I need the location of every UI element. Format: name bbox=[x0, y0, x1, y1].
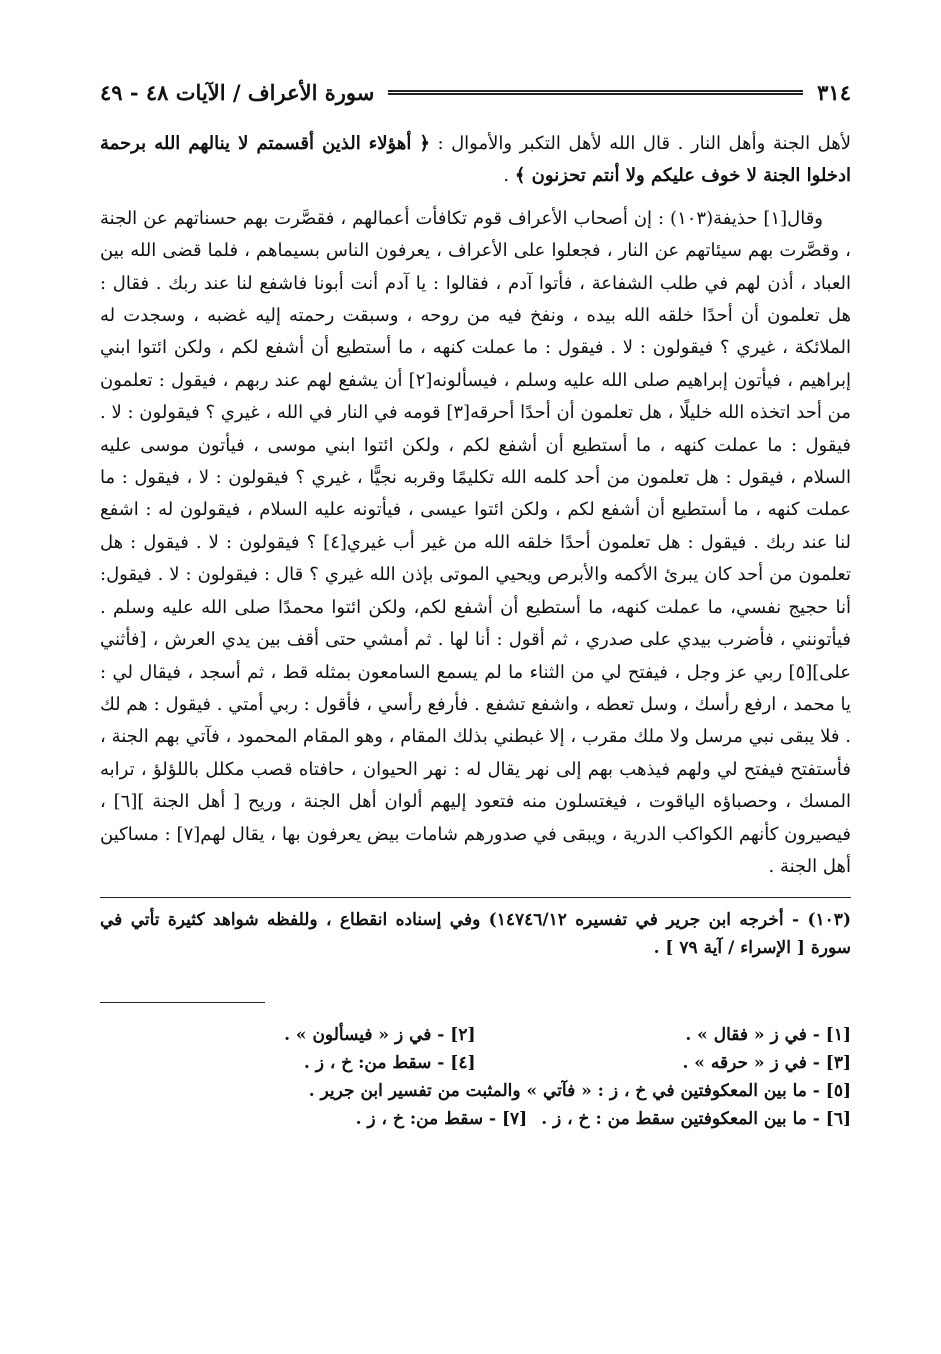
variant-7: [٧] - سقط من: خ ، ز . bbox=[355, 1109, 528, 1130]
variant-2: [٢] - في ز « فيسألون » . bbox=[284, 1025, 476, 1046]
intro-paragraph bbox=[100, 128, 851, 193]
variant-row bbox=[100, 1105, 851, 1133]
footnote-separator bbox=[100, 897, 851, 898]
quran-verse: ﴿ أهؤلاء الذين أقسمتم لا ينالهم الله برحمة ادخلوا الجنة لا خوف عليكم ولا أنتم تحزنون ﴾ bbox=[100, 133, 851, 187]
intro-end: . bbox=[503, 165, 515, 187]
variant-5: [٥] - ما بين المعكوفتين في خ ، ز : « فآتي » والمثبت من تفسير ابن جرير . bbox=[308, 1081, 851, 1102]
intro-text: لأهل الجنة وأهل النار . قال الله لأهل التكبر والأموال : bbox=[437, 133, 852, 154]
variant-1: [١] - في ز « فقال » . bbox=[685, 1025, 851, 1046]
variant-6: [٦] - ما بين المعكوفتين سقط من : خ ، ز . bbox=[541, 1109, 851, 1130]
header-rule bbox=[388, 90, 803, 95]
variant-3: [٣] - في ز « حرقه » . bbox=[682, 1053, 851, 1074]
textual-variants bbox=[100, 1021, 851, 1133]
surah-title: سورة الأعراف / الآيات ٤٨ - ٤٩ bbox=[100, 79, 375, 105]
variant-4: [٤] - سقط من: خ ، ز . bbox=[303, 1053, 476, 1074]
footnote-103: (١٠٣) - أخرجه ابن جرير في تفسيره ١٤٧٤٦/١٢) وفي إسناده انقطاع ، وللفظه شواهد كثيرة تأتي في سورة [ الإسراء / آية ٧٩ ] . bbox=[100, 910, 851, 959]
variant-row bbox=[100, 1021, 851, 1049]
variants-separator bbox=[100, 1002, 265, 1003]
page-number: ٣١٤ bbox=[817, 79, 851, 105]
variant-row bbox=[100, 1077, 851, 1105]
variant-row bbox=[100, 1049, 851, 1077]
narration-paragraph: وقال[١] حذيفة(١٠٣) : إن أصحاب الأعراف قوم تكافأت أعمالهم ، فقصَّرت بهم حسناتهم عن الجنة ، وقصَّرت بهم سيئاتهم عن النار ، فجعلوا على الأعراف ، يعرفون الناس بسيماهم ، فلما قضى الله بين العباد ، أذن لهم في طلب الشفاعة ، فأتوا آدم ، فقالوا : يا آدم أنت أبونا فاشفع لنا عند ربك . فقال : هل تعلمون أن أحدًا خلقه الله بيده ، ونفخ فيه من روحه ، وسبقت رحمته إليه غضبه ، وسجدت له الملائكة ، غيري ؟ فيقولون : لا . فيقول : ما عملت كنهه ، ما أستطيع أن أشفع لكم ، ولكن ائتوا ابني إبراهيم ، فيأتون إبراهيم صلى الله عليه وسلم ، فيسألونه[٢] أن يشفع لهم عند ربهم ، فيقول : تعلمون من أحد اتخذه الله خليلًا ، هل تعلمون أن أحدًا أحرقه[٣] قومه في النار في الله ، غيري ؟ فيقولون : لا . فيقول : ما عملت كنهه ، ما أستطيع أن أشفع لكم ، ولكن ائتوا ابني موسى ، فيأتون موسى عليه السلام ، فيقول : هل تعلمون من أحد كلمه الله تكليمًا وقربه نجيًّا ، غيري ؟ فيقولون : لا ، فيقول : ما عملت كنهه ، ما أستطيع أن أشفع لكم ، ولكن ائتوا عيسى ، فيأتونه عليه السلام ، فيقولون له : اشفع لنا عند ربك . فيقول : هل تعلمون أحدًا خلقه الله من غير أب غيري[٤] ؟ فيقولون : لا . فيقول : هل تعلمون من أحد كان يبرئ الأكمه والأبرص ويحيي الموتى بإذن الله غيري ؟ قال : فيقولون : لا . فيقول: أنا حجيج نفسي، ما عملت كنهه، ما أستطيع أن أشفع لكم، ولكن ائتوا محمدًا صلى الله عليه وسلم . فيأتونني ، فأضرب بيدي على صدري ، ثم أقول : أنا لها . ثم أمشي حتى أقف بين يدي العرش ، [فأثني على][٥] ربي عز وجل ، فيفتح لي من الثناء ما لم يسمع السامعون بمثله قط ، ثم أسجد ، فيقال لي : يا محمد ، ارفع رأسك ، وسل تعطه ، واشفع تشفع . فأرفع رأسي ، فأقول : ربي أمتي . فيقول : هم لك . فلا يبقى نبي مرسل ولا ملك مقرب ، إلا غبطني بذلك المقام ، وهو المقام المحمود ، فآتي بهم الجنة ، فأستفتح فيفتح لي ولهم فيذهب بهم إلى نهر يقال له : نهر الحيوان ، حافتاه قصب مكلل باللؤلؤ ، ترابه المسك ، وحصباؤه الياقوت ، فيغتسلون منه فتعود إليهم ألوان أهل الجنة ، وريح [ أهل الجنة ][٦] ، فيصيرون كأنهم الكواكب الدرية ، ويبقى في صدورهم شامات بيض يعرفون بها ، يقال لهم[٧] : مساكين أهل الجنة . bbox=[100, 207, 852, 877]
page-header bbox=[100, 70, 851, 114]
main-text bbox=[100, 128, 851, 883]
